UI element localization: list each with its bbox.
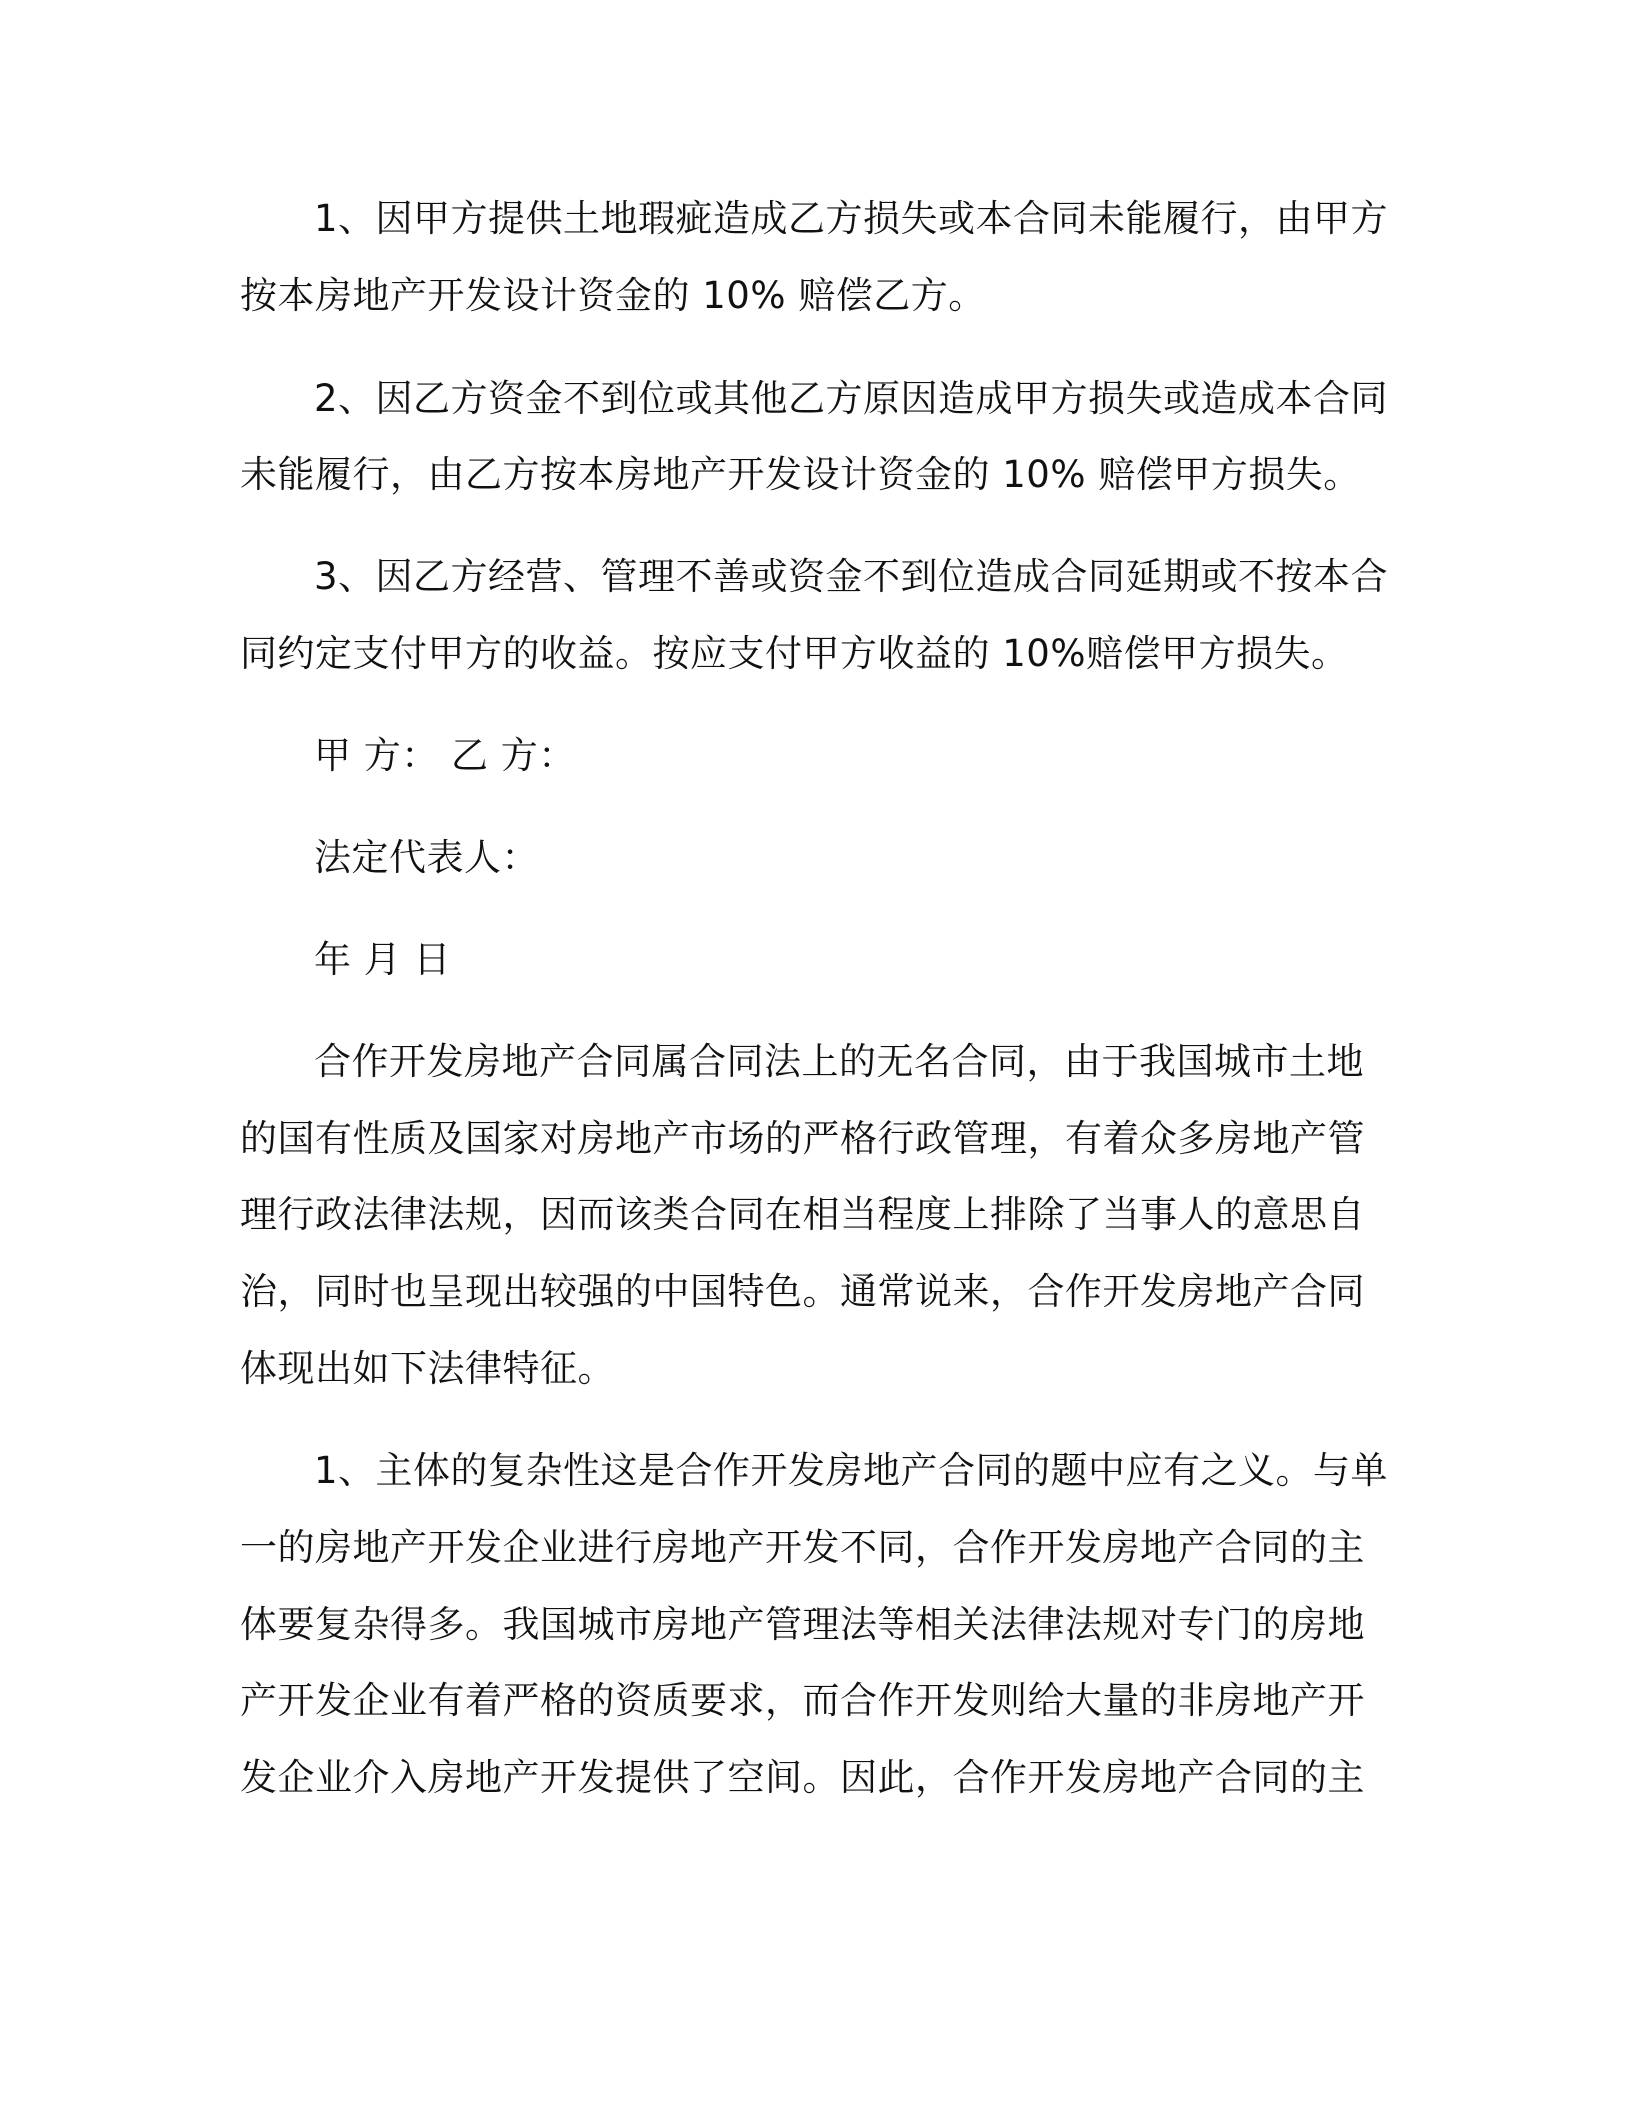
clause-3-line-1: 3、因乙方经营、管理不善或资金不到位造成合同延期或不按本合	[314, 555, 1389, 598]
clause-3-line-2: 同约定支付甲方的收益。按应支付甲方收益的 10%赔偿甲方损失。	[240, 632, 1349, 675]
clause-1-line-2: 按本房地产开发设计资金的 10% 赔偿乙方。	[240, 274, 986, 317]
clause-2-line-2: 未能履行，由乙方按本房地产开发设计资金的 10% 赔偿甲方损失。	[240, 453, 1361, 496]
paragraph-1-line-4: 治，同时也呈现出较强的中国特色。通常说来，合作开发房地产合同	[240, 1270, 1365, 1313]
paragraph-2-line-5: 发企业介入房地产开发提供了空间。因此，合作开发房地产合同的主	[240, 1756, 1365, 1799]
paragraph-2-line-4: 产开发企业有着严格的资质要求，而合作开发则给大量的非房地产开	[240, 1679, 1365, 1722]
paragraph-2-line-1: 1、主体的复杂性这是合作开发房地产合同的题中应有之义。与单	[314, 1449, 1389, 1492]
date-line: 年 月 日	[314, 938, 452, 981]
paragraph-1-line-1: 合作开发房地产合同属合同法上的无名合同，由于我国城市土地	[314, 1040, 1364, 1083]
paragraph-1-line-3: 理行政法律法规，因而该类合同在相当程度上排除了当事人的意思自	[240, 1193, 1365, 1236]
paragraph-2-line-2: 一的房地产开发企业进行房地产开发不同，合作开发房地产合同的主	[240, 1526, 1365, 1569]
paragraph-1-line-2: 的国有性质及国家对房地产市场的严格行政管理，有着众多房地产管	[240, 1117, 1365, 1160]
paragraph-2-line-3: 体要复杂得多。我国城市房地产管理法等相关法律法规对专门的房地	[240, 1603, 1365, 1646]
clause-1-line-1: 1、因甲方提供土地瑕疵造成乙方损失或本合同未能履行，由甲方	[314, 197, 1389, 240]
clause-2-line-1: 2、因乙方资金不到位或其他乙方原因造成甲方损失或造成本合同	[314, 377, 1389, 420]
legal-representative-line: 法定代表人：	[314, 836, 539, 879]
party-signature-line: 甲 方： 乙 方：	[314, 734, 576, 777]
paragraph-1-line-5: 体现出如下法律特征。	[240, 1347, 615, 1390]
